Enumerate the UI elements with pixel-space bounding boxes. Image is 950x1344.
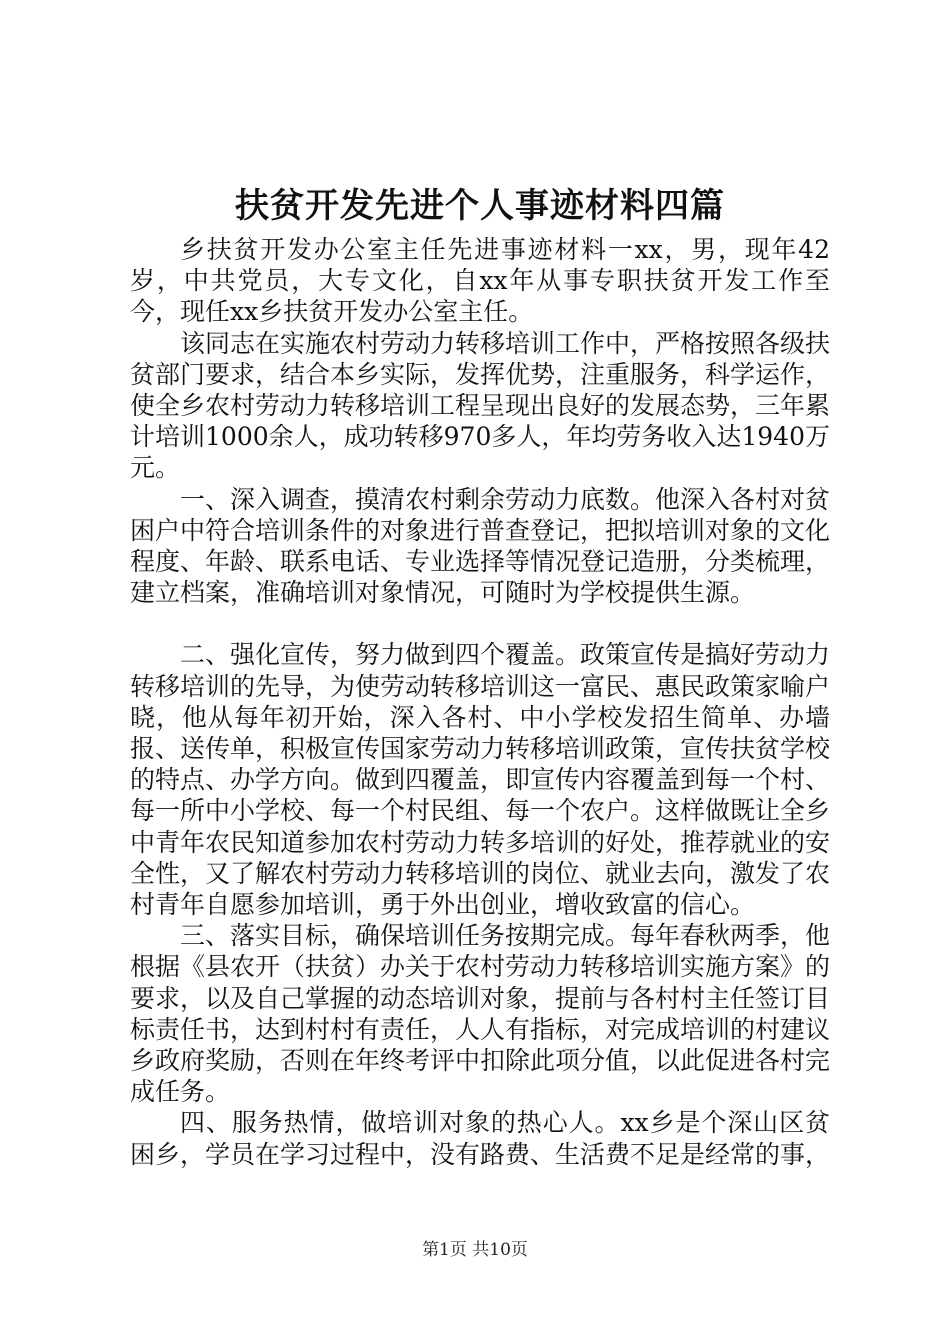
document-page [130,178,830,1170]
paragraph-section-one: 一、深入调查，摸清农村剩余劳动力底数。他深入各村对贫困户中符合培训条件的对象进行普查登记，把拟培训对象的文化程度、年龄、联系电话、专业选择等情况登记造册，分类梳理，建立档案，准确培训对象情况，可随时为学校提供生源。 [130,484,831,608]
page-indicator: 第1页 共10页 [422,1240,528,1260]
paragraph-section-four: 四、服务热情，做培训对象的热心人。xx乡是个深山区贫困乡，学员在学习过程中，没有路费、生活费不足是经常的事， [130,1108,831,1169]
page-footer [0,1238,950,1262]
document-title: 扶贫开发先进个人事迹材料四篇 [235,186,725,226]
paragraph-intro: 乡扶贫开发办公室主任先进事迹材料一xx，男，现年42岁，中共党员，大专文化，自xx年从事专职扶贫开发工作至今，现任xx乡扶贫开发办公室主任。 [130,235,830,327]
paragraph-achievements: 该同志在实施农村劳动力转移培训工作中，严格按照各级扶贫部门要求，结合本乡实际，发挥优势，注重服务，科学运作，使全乡农村劳动力转移培训工程呈现出良好的发展态势，三年累计培训1000余人，成功转移970多人，年均劳务收入达1940万元。 [130,328,831,483]
paragraph-section-three: 三、落实目标，确保培训任务按期完成。每年春秋两季，他根据《县农开（扶贫）办关于农村劳动力转移培训实施方案》的要求，以及自己掌握的动态培训对象，提前与各村村主任签订目标责任书，达到村村有责任，人人有指标，对完成培训的村建议乡政府奖励，否则在年终考评中扣除此项分值，以此促进各村完成任务。 [130,921,831,1107]
paragraph-section-two: 二、强化宣传，努力做到四个覆盖。政策宣传是搞好劳动力转移培训的先导，为使劳动转移培训这一富民、惠民政策家喻户晓，他从每年初开始，深入各村、中小学校发招生简单、办墙报、送传单，积极宣传国家劳动力转移培训政策，宣传扶贫学校的特点、办学方向。做到四覆盖，即宣传内容覆盖到每一个村、每一所中小学校、每一个村民组、每一个农户。这样做既让全乡中青年农民知道参加农村劳动力转多培训的好处，推荐就业的安全性，又了解农村劳动力转移培训的岗位、就业去向，激发了农村青年自愿参加培训，勇于外出创业，增收致富的信心。 [130,640,831,920]
